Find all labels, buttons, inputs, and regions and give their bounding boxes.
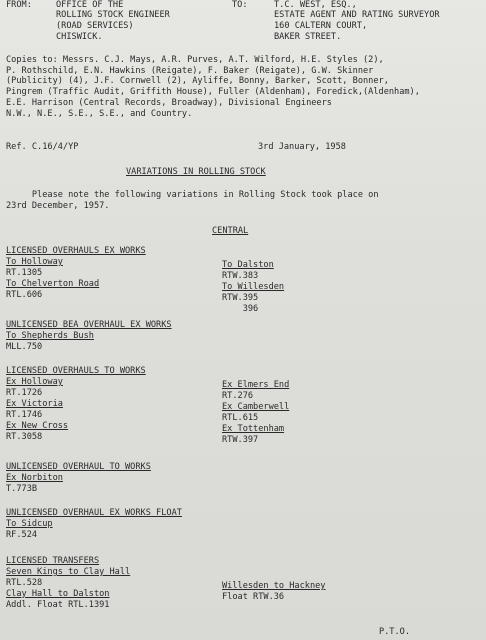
left-entry: Ex Holloway xyxy=(6,377,63,387)
copies-line: N.W., N.E., S.E., S.E., and Country. xyxy=(6,108,193,119)
left-entry: RT.3058 xyxy=(6,432,43,442)
section-heading: LICENSED OVERHAULS EX WORKS xyxy=(6,246,146,256)
right-entry: Ex Tottenham xyxy=(222,424,285,434)
left-entry: MLL.750 xyxy=(6,342,43,352)
from-block xyxy=(6,0,170,43)
left-entry: RTL.606 xyxy=(6,290,43,300)
intro-line: Please note the following variations in Rolling Stock took place on xyxy=(6,190,379,200)
right-entry: 396 xyxy=(222,304,259,314)
from-line: (ROAD SERVICES) xyxy=(56,21,134,32)
section-heading: UNLICENSED BEA OVERHAUL EX WORKS xyxy=(6,320,172,330)
section-heading: UNLICENSED OVERHAUL EX WORKS FLOAT xyxy=(6,508,182,518)
left-entry: RTL.528 xyxy=(6,578,43,588)
left-entry: Ex Victoria xyxy=(6,399,63,409)
right-entry: To Willesden xyxy=(222,282,285,292)
right-entry: RTL.615 xyxy=(222,413,259,423)
right-entry: Ex Camberwell xyxy=(222,402,290,412)
page-turn-note: P.T.O. xyxy=(378,627,410,638)
left-entry: RT.1726 xyxy=(6,388,43,398)
left-entry: Seven Kings to Clay Hall xyxy=(6,567,131,577)
section-central-heading: CENTRAL xyxy=(212,226,249,236)
section-heading: LICENSED OVERHAULS TO WORKS xyxy=(6,366,146,376)
intro-line: 23rd December, 1957. xyxy=(6,200,110,211)
left-entry: RF.524 xyxy=(6,530,38,540)
intro-paragraph xyxy=(6,190,379,211)
left-entry: T.773B xyxy=(6,484,38,494)
right-entry: RT.276 xyxy=(222,391,254,401)
left-entry: Addl. Float RTL.1391 xyxy=(6,600,110,610)
left-entry: Ex New Cross xyxy=(6,421,69,431)
copies-list xyxy=(6,55,482,119)
from-lines xyxy=(56,0,170,43)
to-label: TO: xyxy=(232,0,248,10)
to-line: 160 CALTERN COURT, xyxy=(274,21,368,32)
right-entry: RTW.397 xyxy=(222,435,259,445)
from-line: OFFICE OF THE xyxy=(56,0,124,10)
from-line: ROLLING STOCK ENGINEER xyxy=(56,10,170,21)
left-entry: To Sidcup xyxy=(6,519,53,529)
section-heading: UNLICENSED OVERHAUL TO WORKS xyxy=(6,462,151,472)
right-entry: Willesden to Hackney xyxy=(222,581,326,591)
left-entry: To Chelverton Road xyxy=(6,279,100,289)
copies-line: Pingrem (Traffic Audit, Griffith House), Fuller (Aldenham), Foredick,(Aldenham), xyxy=(6,87,420,98)
document-title: VARIATIONS IN ROLLING STOCK xyxy=(126,167,266,177)
left-entry: Ex Norbiton xyxy=(6,473,63,483)
copies-line: P. Rothschild, E.N. Hawkins (Reigate), F. Baker (Reigate), G.W. Skinner xyxy=(6,65,374,76)
to-block xyxy=(232,0,440,43)
to-line: BAKER STREET. xyxy=(274,31,342,42)
section-heading: LICENSED TRANSFERS xyxy=(6,556,100,566)
left-entry: To Shepherds Bush xyxy=(6,331,94,341)
left-entry: RT.1305 xyxy=(6,268,43,278)
right-entry: RTW.383 xyxy=(222,271,259,281)
right-entry: Float RTW.36 xyxy=(222,592,285,602)
to-line: T.C. WEST, ESQ., xyxy=(274,0,357,10)
to-line: ESTATE AGENT AND RATING SURVEYOR xyxy=(274,10,440,21)
to-lines xyxy=(274,0,440,43)
left-entry: RT.1746 xyxy=(6,410,43,420)
left-entry: To Holloway xyxy=(6,257,63,267)
right-entry: To Dalston xyxy=(222,260,274,270)
right-entry: RTW.395 xyxy=(222,293,259,303)
copies-line: E.E. Harrison (Central Records, Broadway), Divisional Engineers xyxy=(6,97,332,108)
copies-line: Copies to: Messrs. C.J. Mays, A.R. Purves, A.T. Wilford, H.E. Styles (2), xyxy=(6,55,384,65)
left-entry: Clay Hall to Dalston xyxy=(6,589,110,599)
reference-number: Ref. C.16/4/YP xyxy=(6,142,79,152)
document-date: 3rd January, 1958 xyxy=(258,142,346,152)
copies-line: (Publicity) (4), J.F. Cornwell (2), Ayliffe, Bonny, Barker, Scott, Bonner, xyxy=(6,76,389,87)
right-entry: Ex Elmers End xyxy=(222,380,290,390)
from-label: FROM: xyxy=(6,0,32,10)
from-line: CHISWICK. xyxy=(56,31,103,42)
